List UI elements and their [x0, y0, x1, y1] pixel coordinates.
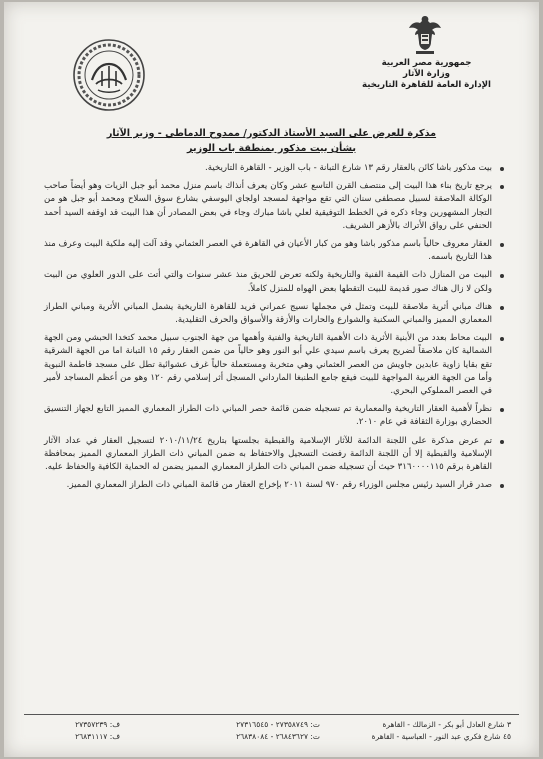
- bullet-icon: [500, 440, 504, 444]
- paragraph: صدر قرار السيد رئيس مجلس الوزراء رقم ٩٧٠ لسنة ٢٠١١ بإخراج العقار من قائمة المباني ذات الطراز المعماري المميز.: [44, 479, 504, 492]
- footer-phones-2: ت: ٢٦٨٤٣٦٢٧ - ٢٦٨٣٨٠٨٤: [236, 732, 320, 741]
- memo-body: [44, 162, 504, 497]
- footer-fax-1: ف: ٢٧٣٥٧٢٣٩: [75, 720, 120, 729]
- paragraph: العقار معروف حالياً باسم مذكور باشا وهو من كبار الأعيان في القاهرة في العصر العثماني وقد آلت إليه ملكية البيت وعرف منذ هذا التاريخ باسمه.: [44, 238, 504, 264]
- bullet-icon: [500, 408, 504, 412]
- bullet-icon: [500, 484, 504, 488]
- footer-address-2: ٤٥ شارع فكري عبد النور - العباسية - القاهرة: [371, 732, 511, 741]
- bullet-icon: [500, 185, 504, 189]
- paragraph: تم عرض مذكرة على اللجنة الدائمة للآثار الإسلامية والقبطية بجلستها بتاريخ ٢٠١٠/١١/٢٤ لتسجيل العقار في عداد الآثار الإسلامية والقبطية إلا أن اللجنة الدائمة رفضت التسجيل والاحتفاظ به ضمن المباني ذات الطراز المعماري المميز بمحافظة القاهرة برقم ٣١٦٠٠٠٠١١٥ حيث أن تسجيله ضمن المباني ذات الطراز المعماري المميز يضمن له الحماية الكافية والحفاظ عليه.: [44, 435, 504, 475]
- paragraph: نظراً لأهمية العقار التاريخية والمعمارية تم تسجيله ضمن قائمة حصر المباني ذات الطراز المعماري المميز التابع لجهاز التنسيق الحضاري بوزارة الثقافة في عام ٢٠١٠.: [44, 403, 504, 429]
- document-page: [4, 2, 539, 757]
- header-line-3: الإدارة العامة للقاهرة التاريخية: [362, 80, 491, 90]
- bullet-icon: [500, 274, 504, 278]
- bullet-icon: [500, 337, 504, 341]
- paragraph: البيت من المنازل ذات القيمة الفنية والتاريخية ولكنه تعرض للحريق منذ عشر سنوات والتي أتت على الدور العلوي من البيت ولكن لا زال هناك صور قديمة للبيت التقطها بعض الهواه للمنزل كاملاً.: [44, 269, 504, 295]
- footer-address-1: ٣ شارع العادل أبو بكر - الزمالك - القاهرة: [382, 720, 511, 729]
- eagle-emblem-icon: [407, 12, 443, 56]
- footer-addresses: [301, 719, 511, 743]
- historic-cairo-seal-icon: [72, 38, 146, 112]
- footer-fax-2: ف: ٢٦٨٣١١١٧: [75, 732, 120, 741]
- title-line-1: مذكرة للعرض على السيد الأستاذ الدكتور/ ممدوح الدماطي - وزير الآثار: [106, 128, 437, 139]
- footer-divider: [24, 714, 519, 715]
- header-line-1: جمهورية مصر العربية: [381, 58, 472, 68]
- paragraph: البيت محاط بعدد من الأبنية الأثرية ذات الأهمية التاريخية والفنية وأهمها من جهة الجنوب سبيل محمد كتخدا الحبشي ومن الجهة الشمالية كان ملاصقاً لضريح يعرف باسم سيدي علي أبو النور وهو حالياً من ضمن العقار رقم ١٥ التبانة اما من الجهة الشرقية تقع بقايا زاوية عابدين جاويش من العصر العثماني وهي متخربة ومستعملة حالياً غرف عشوائية تطل على مسجد فاطمة النبوية وأما من الجهة الغربية المواجهة للبيت فيقع جامع الطنبغا المارداني المسجل أثر إسلامي رقم ١٢٠ وهو من أعظم المساجد لأمير في العصر المملوكي البحري.: [44, 332, 504, 398]
- title-line-2: بشأن بيت مذكور بمنطقة باب الوزير: [187, 143, 356, 154]
- header-line-2: وزارة الآثار: [403, 69, 450, 79]
- bullet-icon: [500, 243, 504, 247]
- footer-fax: [30, 719, 120, 743]
- paragraph: بيت مذكور باشا كائن بالعقار رقم ١٣ شارع التبانة - باب الوزير - القاهرة التاريخية.: [44, 162, 504, 175]
- memo-title: [34, 126, 509, 156]
- paragraph: هناك مباني أثرية ملاصقة للبيت وتمثل في مجملها نسيج عمراني فريد للقاهرة التاريخية يشمل المباني الأثرية ومباني الطراز المعماري المميز والمباني السكنية والشوارع والحارات والأزقة والأسواق والحرف التقليدية.: [44, 301, 504, 327]
- footer-phones-1: ت: ٢٧٣٥٨٧٤٩ - ٢٧٣١٦٥٤٥: [236, 720, 320, 729]
- bullet-icon: [500, 167, 504, 171]
- ministry-header: [362, 58, 491, 91]
- paragraph: يرجع تاريخ بناء هذا البيت إلى منتصف القرن التاسع عشر وكان يعرف أنذاك باسم منزل محمد أبو جبل الزيات وهو أيضاً صاحب الوكالة الملاصقة لسبيل مصطفى سنان التي تقع مواجهة لمسجد اولجاي اليوسفي بشارع سوق السلاح ومحمد أبو جبل هو من التجار المشهورين وجاء ذكره في الخطط التوفيقية لعلي باشا مبارك وجاء في بعض المصادر أن هذا البيت قد اوقفه السيد أحمد الحنفي على رواق الأتراك بالأزهر الشريف.: [44, 180, 504, 233]
- bullet-icon: [500, 306, 504, 310]
- footer-phones: [130, 719, 320, 743]
